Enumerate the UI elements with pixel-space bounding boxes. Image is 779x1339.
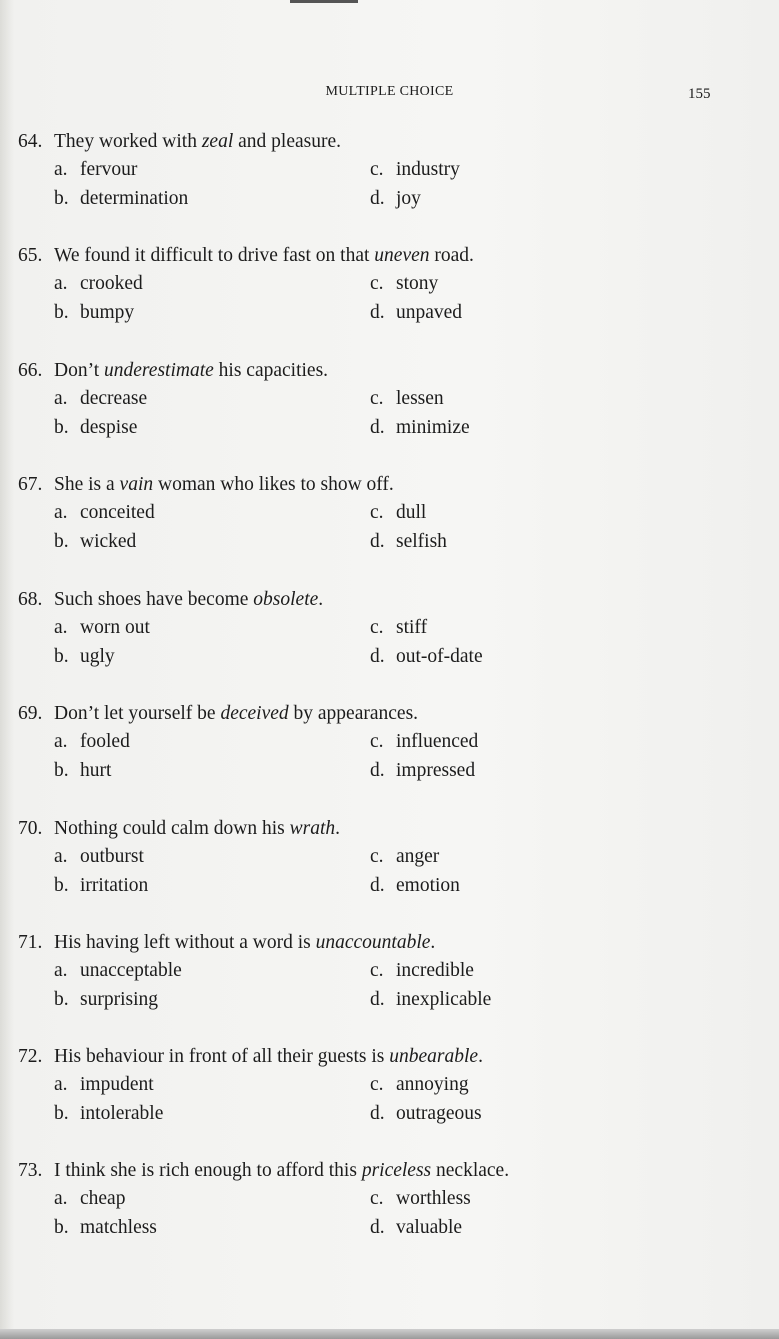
question-number: 65.: [18, 245, 43, 266]
stem-text-before: His having left without a word is: [54, 932, 316, 953]
option-c: [370, 270, 590, 299]
target-word: priceless: [361, 1160, 432, 1181]
option-d: [370, 757, 590, 786]
stem-text-after: road.: [429, 245, 474, 266]
option-text: valuable: [396, 1216, 463, 1238]
option-letter: d.: [370, 874, 385, 896]
option-letter: d.: [370, 530, 385, 552]
option-text: emotion: [396, 874, 460, 896]
question-stem: [18, 1157, 658, 1185]
question-stem: [18, 357, 658, 385]
stem-text-before: Nothing could calm down his: [54, 818, 290, 839]
option-text: unacceptable: [80, 960, 182, 981]
question-70: [18, 815, 658, 900]
option-letter: c.: [370, 617, 384, 638]
question-68: [18, 586, 658, 671]
option-text: irritation: [80, 874, 149, 896]
option-b: [54, 299, 370, 328]
option-text: incredible: [396, 960, 474, 981]
option-c: [370, 957, 590, 986]
option-letter: b.: [54, 1102, 69, 1124]
option-d: [370, 1214, 590, 1243]
option-text: minimize: [396, 416, 470, 438]
option-letter: b.: [54, 1216, 69, 1238]
option-text: decrease: [80, 388, 148, 409]
question-number: 72.: [18, 1046, 43, 1067]
option-text: intolerable: [80, 1102, 164, 1124]
option-c: [370, 156, 590, 185]
option-a: [54, 270, 370, 299]
stem-text-after: .: [335, 818, 340, 839]
option-letter: b.: [54, 416, 69, 438]
option-letter: d.: [370, 645, 385, 667]
options-grid: [54, 614, 658, 671]
question-66: [18, 357, 658, 442]
option-letter: a.: [54, 731, 68, 752]
option-letter: a.: [54, 1188, 68, 1209]
option-text: cheap: [80, 1188, 126, 1209]
option-text: surprising: [80, 988, 158, 1010]
option-text: outburst: [80, 846, 144, 867]
option-a: [54, 614, 370, 643]
question-number: 64.: [18, 131, 43, 152]
stem-text-before: I think she is rich enough to afford this: [54, 1160, 362, 1181]
option-text: worthless: [396, 1188, 471, 1209]
option-a: [54, 728, 370, 757]
target-word: uneven: [374, 245, 430, 266]
option-d: [370, 414, 590, 443]
option-a: [54, 957, 370, 986]
stem-text-after: his capacities.: [213, 360, 329, 381]
option-letter: c.: [370, 1188, 384, 1209]
option-letter: a.: [54, 159, 68, 180]
question-number: 66.: [18, 360, 43, 381]
option-text: impressed: [396, 759, 476, 781]
option-b: [54, 986, 370, 1015]
option-a: [54, 843, 370, 872]
option-letter: a.: [54, 1074, 68, 1095]
option-c: [370, 1071, 590, 1100]
option-letter: c.: [370, 273, 384, 294]
options-grid: [54, 270, 658, 327]
question-number: 69.: [18, 703, 43, 724]
option-text: fooled: [80, 731, 130, 752]
target-word: deceived: [220, 703, 289, 724]
option-text: stony: [396, 273, 439, 294]
question-stem: [18, 586, 658, 614]
option-b: [54, 757, 370, 786]
option-letter: a.: [54, 960, 68, 981]
stem-text-before: His behaviour in front of all their guests is: [54, 1046, 390, 1067]
target-word: wrath: [289, 818, 336, 839]
stem-text-before: They worked with: [54, 131, 202, 152]
option-letter: c.: [370, 1074, 384, 1095]
option-letter: a.: [54, 388, 68, 409]
options-grid: [54, 156, 658, 213]
question-number: 71.: [18, 932, 43, 953]
option-c: [370, 728, 590, 757]
option-letter: c.: [370, 846, 384, 867]
option-d: [370, 643, 590, 672]
question-stem: [18, 929, 658, 957]
stem-text-after: and pleasure.: [233, 131, 342, 152]
options-grid: [54, 1185, 658, 1242]
options-grid: [54, 385, 658, 442]
option-text: outrageous: [396, 1102, 482, 1124]
option-c: [370, 843, 590, 872]
question-stem: [18, 1043, 658, 1071]
question-stem: [18, 700, 658, 728]
option-d: [370, 185, 590, 214]
target-word: obsolete: [253, 589, 319, 610]
option-letter: d.: [370, 416, 385, 438]
stem-text-after: necklace.: [431, 1160, 510, 1181]
option-text: anger: [396, 846, 440, 867]
option-b: [54, 414, 370, 443]
option-letter: d.: [370, 1102, 385, 1124]
option-text: ugly: [80, 645, 115, 667]
option-letter: d.: [370, 187, 385, 209]
option-letter: d.: [370, 759, 385, 781]
target-word: unbearable: [389, 1046, 479, 1067]
option-text: influenced: [396, 731, 479, 752]
option-letter: a.: [54, 273, 68, 294]
option-text: worn out: [80, 617, 150, 638]
option-text: wicked: [80, 530, 137, 552]
option-letter: c.: [370, 159, 384, 180]
option-text: conceited: [80, 502, 155, 523]
question-stem: [18, 242, 658, 270]
option-b: [54, 528, 370, 557]
option-letter: a.: [54, 846, 68, 867]
target-word: underestimate: [104, 360, 214, 381]
option-text: bumpy: [80, 301, 135, 323]
stem-text-before: Such shoes have become: [54, 589, 254, 610]
option-text: stiff: [396, 617, 428, 638]
option-letter: d.: [370, 1216, 385, 1238]
option-d: [370, 1100, 590, 1129]
option-a: [54, 1071, 370, 1100]
option-text: impudent: [80, 1074, 154, 1095]
option-letter: b.: [54, 530, 69, 552]
options-grid: [54, 728, 658, 785]
option-d: [370, 528, 590, 557]
question-73: [18, 1157, 658, 1242]
option-b: [54, 1214, 370, 1243]
options-grid: [54, 843, 658, 900]
question-number: 67.: [18, 474, 43, 495]
option-letter: b.: [54, 187, 69, 209]
target-word: zeal: [201, 131, 234, 152]
option-text: crooked: [80, 273, 143, 294]
question-number: 73.: [18, 1160, 43, 1181]
question-number: 70.: [18, 818, 43, 839]
option-b: [54, 185, 370, 214]
question-number: 68.: [18, 589, 43, 610]
option-text: selfish: [396, 530, 447, 552]
question-stem: [18, 815, 658, 843]
option-letter: b.: [54, 301, 69, 323]
option-b: [54, 1100, 370, 1129]
option-text: inexplicable: [396, 988, 492, 1010]
option-letter: b.: [54, 988, 69, 1010]
stem-text-after: woman who likes to show off.: [153, 474, 394, 495]
option-letter: c.: [370, 960, 384, 981]
option-text: fervour: [80, 159, 138, 180]
question-stem: [18, 471, 658, 499]
option-letter: c.: [370, 388, 384, 409]
question-72: [18, 1043, 658, 1128]
option-text: lessen: [396, 388, 444, 409]
option-c: [370, 385, 590, 414]
options-grid: [54, 1071, 658, 1128]
option-text: joy: [396, 187, 421, 209]
options-grid: [54, 499, 658, 556]
option-text: determination: [80, 187, 189, 209]
stem-text-before: Don’t let yourself be: [54, 703, 221, 724]
stem-text-after: by appearances.: [288, 703, 419, 724]
stem-text-before: Don’t: [54, 360, 105, 381]
question-65: [18, 242, 658, 327]
running-head: MULTIPLE CHOICE: [325, 84, 454, 99]
option-text: industry: [396, 159, 460, 180]
option-a: [54, 499, 370, 528]
question-64: [18, 128, 658, 213]
option-letter: b.: [54, 759, 69, 781]
stem-text-before: We found it difficult to drive fast on that: [54, 245, 375, 266]
option-c: [370, 614, 590, 643]
option-letter: b.: [54, 645, 69, 667]
option-text: dull: [396, 502, 427, 523]
option-a: [54, 1185, 370, 1214]
option-letter: d.: [370, 301, 385, 323]
target-word: vain: [119, 474, 154, 495]
option-a: [54, 385, 370, 414]
top-edge-mark: [290, 0, 358, 3]
option-letter: a.: [54, 502, 68, 523]
option-text: out-of-date: [396, 645, 483, 667]
option-letter: c.: [370, 731, 384, 752]
stem-text-after: .: [478, 1046, 483, 1067]
option-letter: a.: [54, 617, 68, 638]
question-stem: [18, 128, 658, 156]
page-number: 155: [688, 86, 711, 102]
stem-text-before: She is a: [54, 474, 120, 495]
option-d: [370, 872, 590, 901]
option-letter: c.: [370, 502, 384, 523]
option-c: [370, 499, 590, 528]
options-grid: [54, 957, 658, 1014]
option-b: [54, 872, 370, 901]
option-letter: d.: [370, 988, 385, 1010]
option-text: hurt: [80, 759, 112, 781]
option-d: [370, 986, 590, 1015]
option-a: [54, 156, 370, 185]
option-b: [54, 643, 370, 672]
question-69: [18, 700, 658, 785]
stem-text-after: .: [318, 589, 324, 610]
question-67: [18, 471, 658, 556]
question-71: [18, 929, 658, 1014]
option-text: unpaved: [396, 301, 463, 323]
option-c: [370, 1185, 590, 1214]
option-letter: b.: [54, 874, 69, 896]
target-word: unaccountable: [315, 932, 431, 953]
option-text: matchless: [80, 1216, 157, 1238]
option-d: [370, 299, 590, 328]
stem-text-after: .: [430, 932, 436, 953]
option-text: annoying: [396, 1074, 469, 1095]
option-text: despise: [80, 416, 138, 438]
